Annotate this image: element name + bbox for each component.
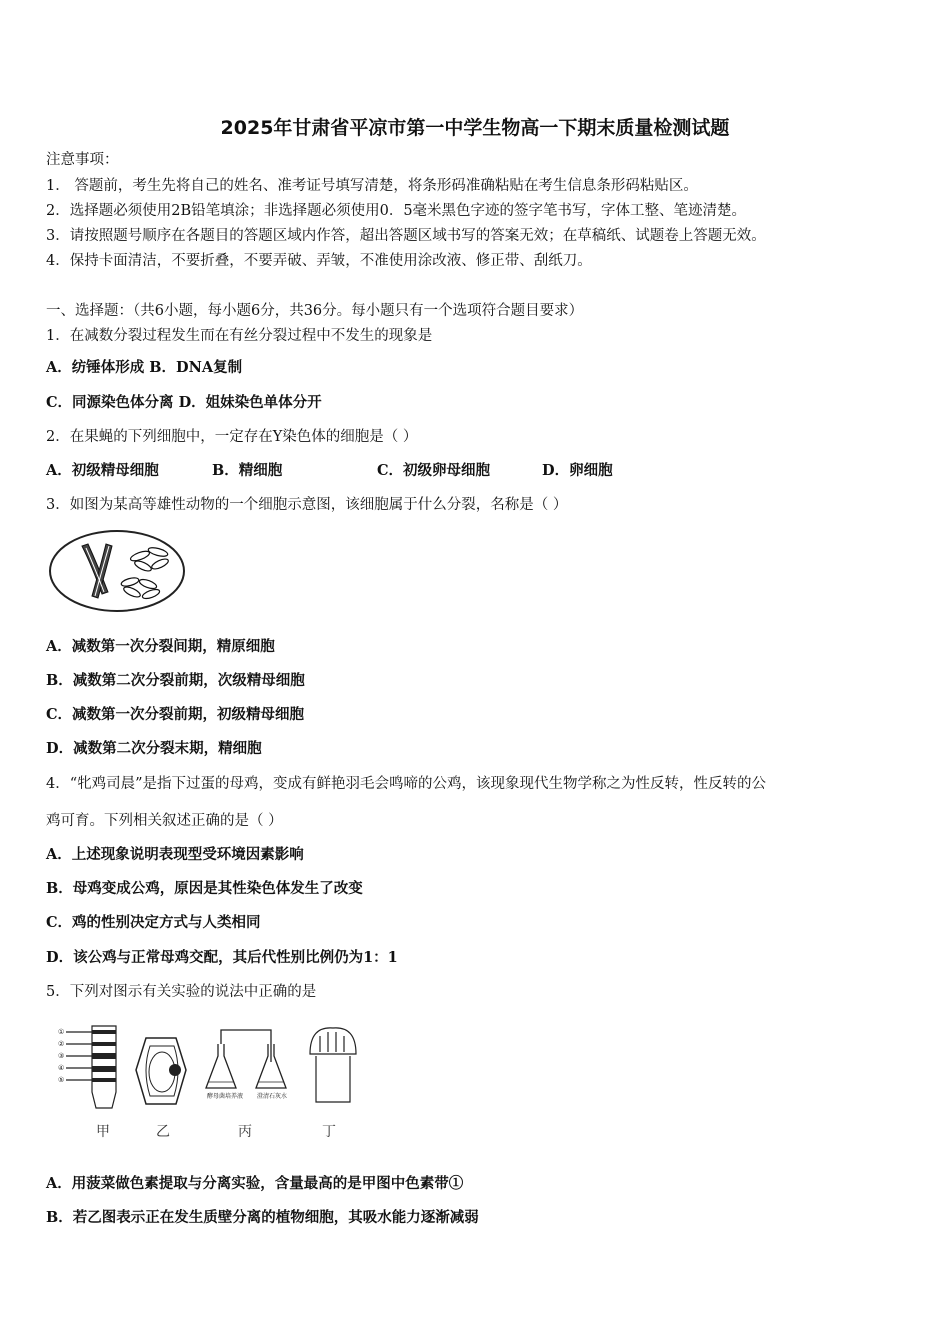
figure-label-ding: 丁 bbox=[322, 1124, 336, 1140]
question-1-stem: 1．在减数分裂过程发生而在有丝分裂过程中不发生的现象是 bbox=[46, 328, 433, 344]
question-3-stem: 3．如图为某高等雄性动物的一个细胞示意图，该细胞属于什么分裂，名称是（ ） bbox=[46, 497, 568, 513]
flask-label-right: 澄清石灰水 bbox=[257, 1093, 288, 1100]
question-3-option-b: B．减数第二次分裂前期，次级精母细胞 bbox=[46, 672, 305, 689]
question-4-option-a: A．上述现象说明表现型受环境因素影响 bbox=[46, 846, 304, 863]
question-2-option-b: B．精细胞 bbox=[212, 462, 283, 479]
question-4-option-b: B．母鸡变成公鸡，原因是其性染色体发生了改变 bbox=[46, 880, 363, 897]
figure-label-jia: 甲 bbox=[96, 1124, 110, 1140]
band-mark: ① bbox=[58, 1028, 65, 1036]
figure-label-yi: 乙 bbox=[156, 1124, 170, 1140]
section-heading: 一、选择题：（共6小题，每小题6分，共36分。每小题只有一个选项符合题目要求） bbox=[46, 303, 584, 319]
question-3-option-a: A．减数第一次分裂间期，精原细胞 bbox=[46, 638, 275, 655]
question-4-stem-line2: 鸡可育。下列相关叙述正确的是（ ） bbox=[46, 813, 283, 829]
notice-item: 2．选择题必须使用2B铅笔填涂；非选择题必须使用0．5毫米黑色字迹的签字笔书写，字体工整、笔迹清楚。 bbox=[46, 203, 747, 219]
question-3-option-c: C．减数第一次分裂前期，初级精母细胞 bbox=[46, 706, 305, 723]
figure-label-bing: 丙 bbox=[238, 1124, 252, 1140]
notice-item: 3．请按照题号顺序在各题目的答题区域内作答，超出答题区域书写的答案无效；在草稿纸、试题卷上答题无效。 bbox=[46, 228, 766, 244]
notice-item: 4．保持卡面清洁，不要折叠，不要弄破、弄皱，不准使用涂改液、修正带、刮纸刀。 bbox=[46, 253, 592, 269]
band-mark: ④ bbox=[58, 1064, 65, 1072]
question-3-option-d: D．减数第二次分裂末期，精细胞 bbox=[46, 740, 262, 757]
question-4-option-d: D．该公鸡与正常母鸡交配，其后代性别比例仍为1：1 bbox=[46, 949, 398, 966]
cell-diagram bbox=[48, 526, 188, 616]
question-2-option-d: D．卵细胞 bbox=[542, 462, 613, 479]
band-mark: ⑤ bbox=[58, 1076, 65, 1084]
page-title: 2025年甘肃省平凉市第一中学生物高一下期末质量检测试题 bbox=[220, 117, 730, 139]
question-2-option-a: A．初级精母细胞 bbox=[46, 462, 159, 479]
flask-label-left: 酵母菌培养液 bbox=[207, 1093, 244, 1100]
band-mark: ③ bbox=[58, 1052, 65, 1060]
question-1-options-row1: A．纺锤体形成 B．DNA复制 bbox=[46, 359, 243, 376]
notice-item: 1． 答题前，考生先将自己的姓名、准考证号填写清楚，将条形码准确粘贴在考生信息条形码粘贴区。 bbox=[46, 178, 698, 194]
question-2-option-c: C．初级卵母细胞 bbox=[377, 462, 491, 479]
question-5-option-a: A．用菠菜做色素提取与分离实验，含量最高的是甲图中色素带① bbox=[46, 1175, 464, 1192]
question-2-stem: 2．在果蝇的下列细胞中，一定存在Y染色体的细胞是（ ） bbox=[46, 429, 418, 445]
question-4-stem-line1: 4．“牝鸡司晨”是指下过蛋的母鸡，变成有鲜艳羽毛会鸣啼的公鸡，该现象现代生物学称之为性反转，性反转的公 bbox=[46, 776, 767, 792]
notice-heading: 注意事项： bbox=[46, 152, 119, 168]
question-5-stem: 5．下列对图示有关实验的说法中正确的是 bbox=[46, 984, 317, 1000]
band-mark: ② bbox=[58, 1040, 65, 1048]
question-5-option-b: B．若乙图表示正在发生质壁分离的植物细胞，其吸水能力逐渐减弱 bbox=[46, 1209, 479, 1226]
question-4-option-c: C．鸡的性别决定方式与人类相同 bbox=[46, 914, 261, 931]
experiment-figure bbox=[58, 1022, 378, 1144]
question-1-options-row2: C．同源染色体分离 D．姐妹染色单体分开 bbox=[46, 394, 322, 411]
